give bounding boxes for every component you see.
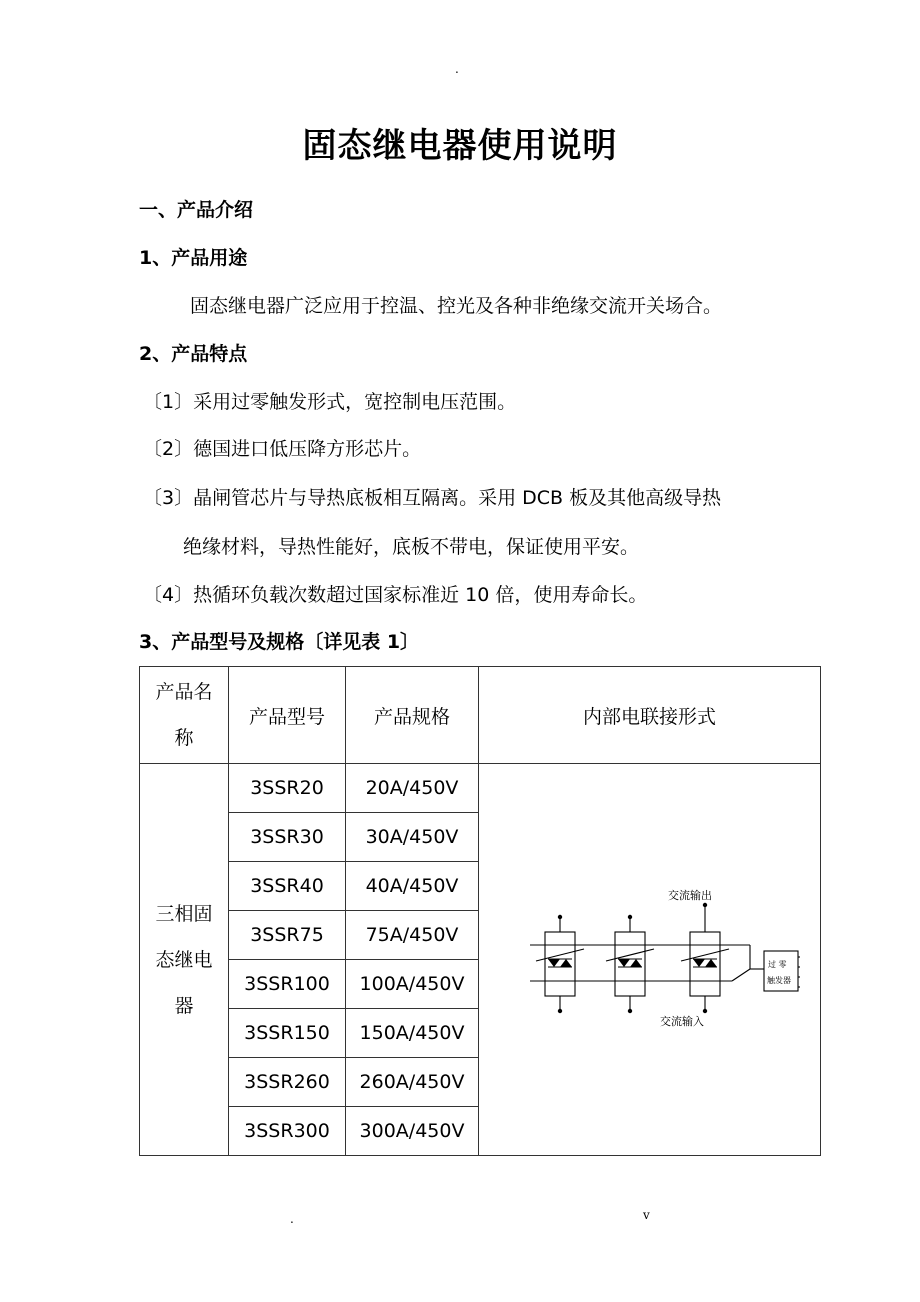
diagram-output-label: 交流输出: [667, 889, 712, 902]
document-title: 固态继电器使用说明: [302, 126, 618, 166]
header-spec: 产品规格: [346, 667, 479, 764]
feature-item-1: 〔1〕采用过零触发形式，宽控制电压范围。: [143, 391, 517, 413]
thyristor-symbol: [630, 959, 642, 967]
features-heading: 2、产品特点: [139, 343, 248, 365]
diagram-input-label: 交流输入: [659, 1015, 704, 1027]
footer-right-mark: v: [643, 1208, 650, 1222]
footer-left-mark: .: [290, 1212, 294, 1226]
spec-cell: 20A/450V: [346, 764, 479, 813]
terminal-dot: [702, 1009, 706, 1013]
usage-heading: 1、产品用途: [139, 247, 248, 269]
table-header-row: [140, 667, 821, 764]
product-name-line3: 器: [174, 994, 194, 1017]
usage-text: 固态继电器广泛应用于控温、控光及各种非绝缘交流开关场合。: [190, 295, 723, 317]
model-cell: 3SSR20: [229, 764, 346, 813]
model-cell: 3SSR300: [229, 1107, 346, 1156]
feature-item-3: 〔3〕晶闸管芯片与导热底板相互隔离。采用 DCB 板及其他高级导热: [143, 487, 722, 509]
product-name-line1: 三相固: [155, 902, 213, 925]
model-cell: 3SSR100: [229, 960, 346, 1009]
terminal-dot: [557, 1009, 561, 1013]
header-name-line1: 产品名: [155, 681, 213, 703]
feature-item-4: 〔4〕热循环负载次数超过国家标准近 10 倍，使用寿命长。: [143, 584, 648, 606]
wiring-diagram-cell: [479, 764, 821, 1156]
product-name-line2: 态继电: [155, 948, 213, 971]
terminal-dot: [702, 903, 706, 907]
header-name-line2: 称: [174, 727, 194, 749]
terminal-dot: [627, 915, 631, 919]
header-name: [140, 667, 229, 764]
spec-cell: 40A/450V: [346, 862, 479, 911]
feature-item-3-cont: 绝缘材料，导热性能好，底板不带电，保证使用平安。: [183, 536, 640, 558]
table-row: [140, 764, 821, 813]
header-model: 产品型号: [229, 667, 346, 764]
models-heading: 3、产品型号及规格〔详见表 1〕: [139, 631, 420, 653]
model-cell: 3SSR260: [229, 1058, 346, 1107]
thyristor-symbol: [618, 959, 630, 967]
thyristor-symbol: [560, 959, 572, 967]
product-name-cell: [140, 764, 229, 1156]
spec-table: [139, 666, 821, 1156]
spec-cell: 300A/450V: [346, 1107, 479, 1156]
spec-cell: 150A/450V: [346, 1009, 479, 1058]
model-cell: 3SSR150: [229, 1009, 346, 1058]
trigger-label-line1: 过 零: [767, 960, 787, 969]
terminal-dot: [557, 915, 561, 919]
spec-cell: 100A/450V: [346, 960, 479, 1009]
zero-cross-trigger-box: [764, 951, 798, 991]
thyristor-symbol: [693, 959, 705, 967]
triac-module-2: [615, 932, 645, 996]
triac-module-3: [690, 932, 720, 996]
wiring-diagram: [500, 887, 800, 1027]
thyristor-symbol: [705, 959, 717, 967]
header-mark: .: [455, 62, 459, 76]
model-cell: 3SSR75: [229, 911, 346, 960]
trigger-label-line2: 触发器: [766, 976, 791, 985]
feature-item-2: 〔2〕德国进口低压降方形芯片。: [143, 438, 422, 460]
spec-cell: 30A/450V: [346, 813, 479, 862]
spec-cell: 75A/450V: [346, 911, 479, 960]
section-heading-intro: 一、产品介绍: [139, 199, 254, 221]
model-cell: 3SSR30: [229, 813, 346, 862]
header-wiring: 内部电联接形式: [479, 667, 821, 764]
model-cell: 3SSR40: [229, 862, 346, 911]
spec-cell: 260A/450V: [346, 1058, 479, 1107]
terminal-dot: [627, 1009, 631, 1013]
triac-module-1: [545, 932, 575, 996]
thyristor-symbol: [548, 959, 560, 967]
